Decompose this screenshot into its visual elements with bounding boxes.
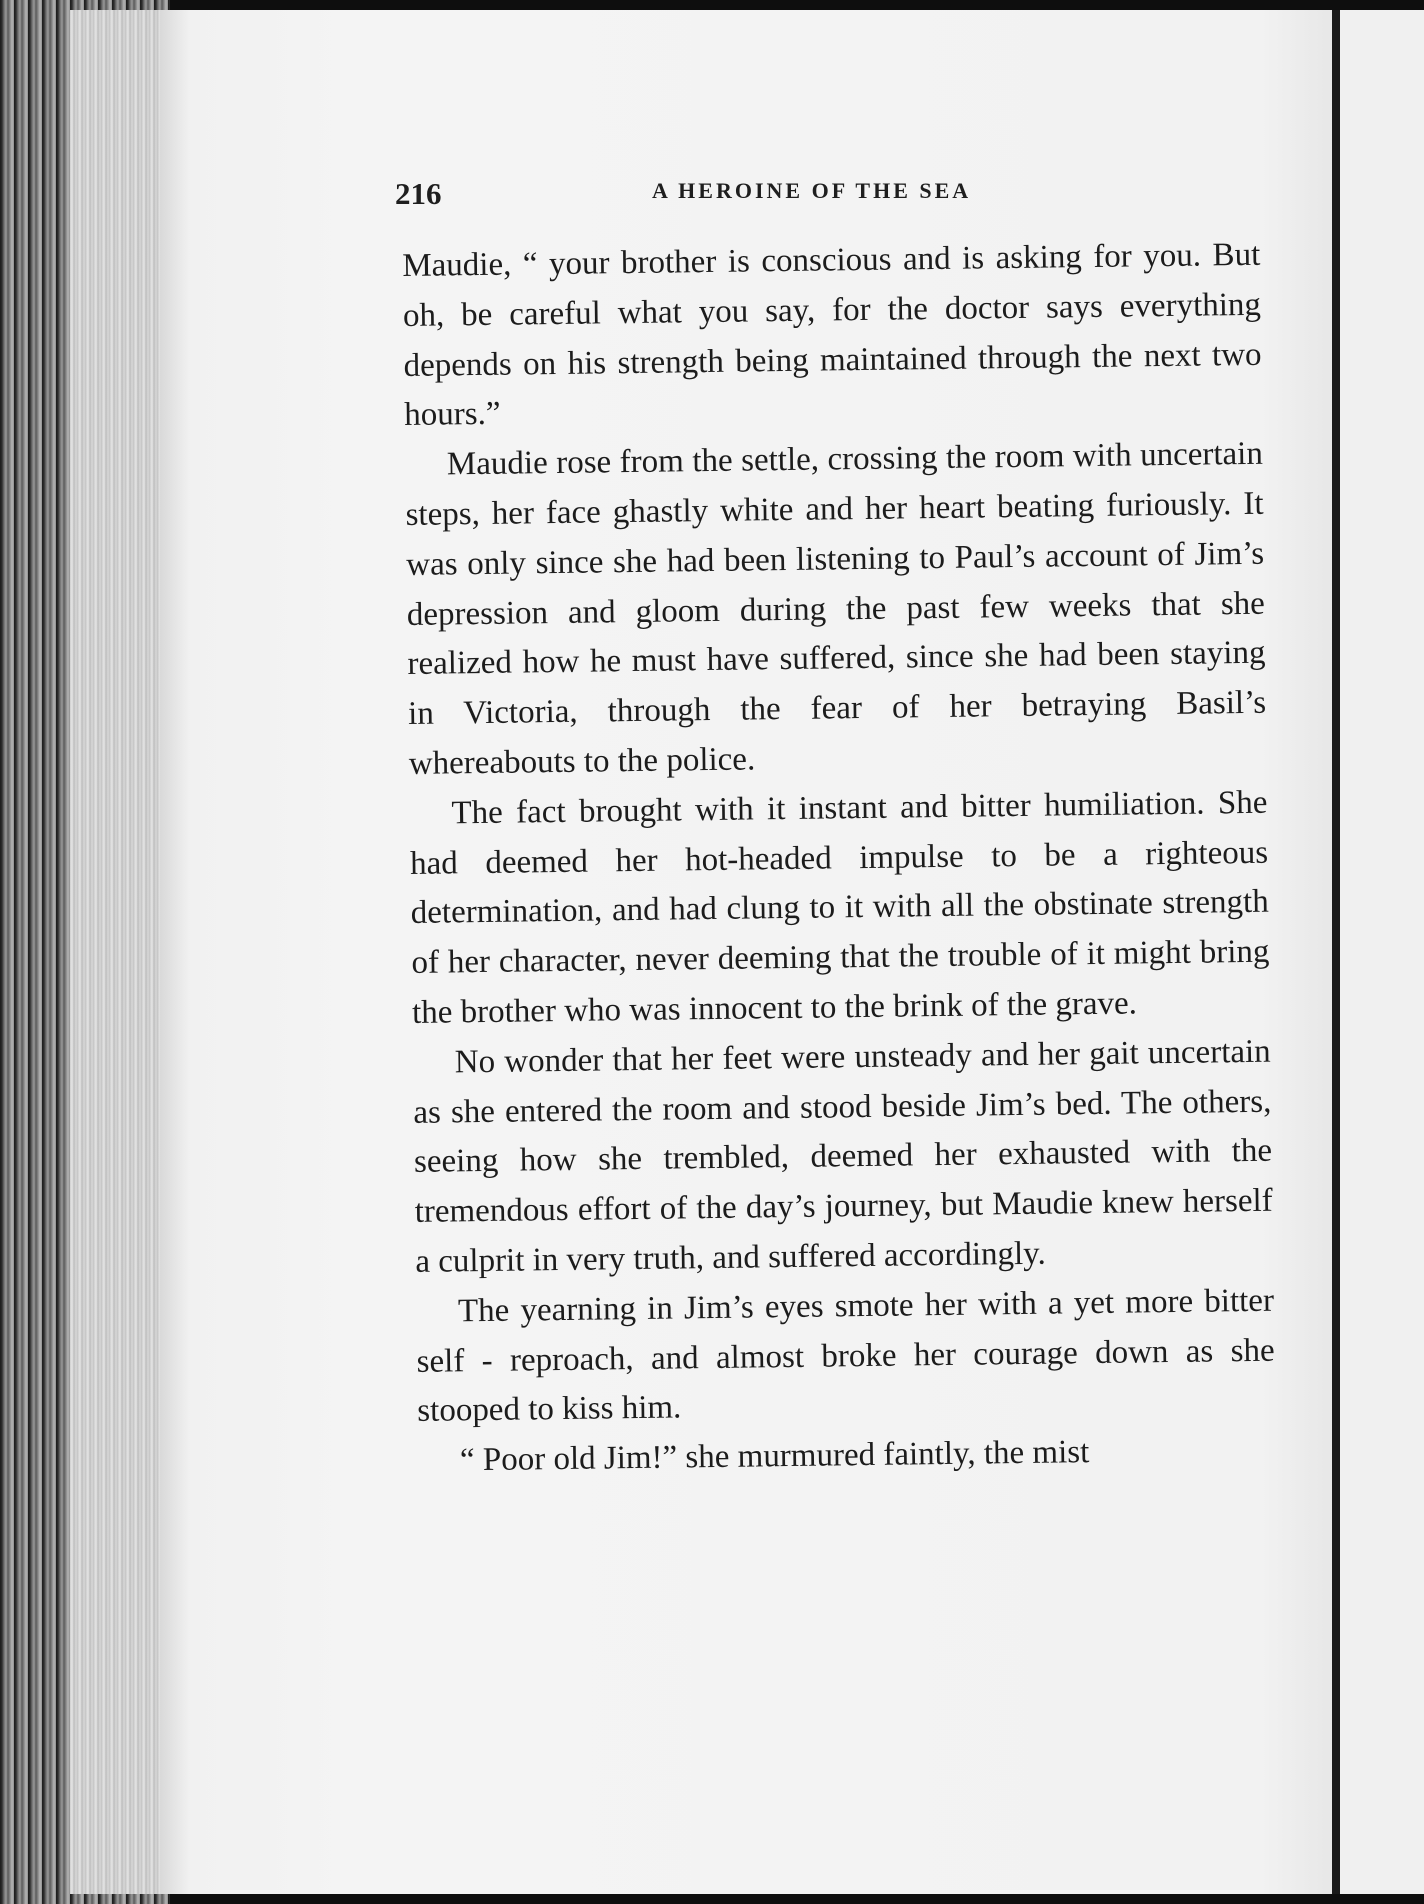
running-title: A HEROINE OF THE SEA (652, 178, 972, 203)
paragraph-3: The fact brought with it instant and bitter humiliation. She had deemed her hot-headed impulse to be a righteous determination, and had clung to it with all the obstinate strength of her character, never deeming that the trouble of it might bring the brother who was innocent to the brink of the grave. (409, 784, 1270, 1031)
paragraph-1: Maudie, “ your brother is conscious and is asking for you. But oh, be careful what you say, for the doctor says everything depends on his strength being maintained through the next two hours.” (402, 236, 1262, 434)
paragraph-5: The yearning in Jim’s eyes smote her with a yet more bitter self - reproach, and almost broke her courage down as she stooped to kiss him. (416, 1282, 1275, 1430)
page-header (395, 170, 1015, 210)
paragraph-4: No wonder that her feet were unsteady and her gait uncertain as she entered the room and stood beside Jim’s bed. The others, seeing how she trembled, deemed her exhausted with the tremendous effort of the day’s journey, but Maudie knew herself a culprit in very truth, and suffered accordingly. (413, 1033, 1273, 1280)
body-text (402, 231, 1276, 1487)
page-number: 216 (395, 176, 442, 211)
page-edges-inner (70, 10, 170, 1894)
book-page-edges (0, 0, 170, 1904)
paragraph-6: “ Poor old Jim!” she murmured faintly, the mist (459, 1434, 1090, 1479)
facing-page-edge (1340, 10, 1424, 1894)
paragraph-2: Maudie rose from the settle, crossing the room with uncertain steps, her face ghastly white and her heart beating furiously. It was only since she had been listening to Paul’s account of Jim’s depression and gloom during the past few weeks that she realized how he must have suffered, since she had been staying in Victoria, through the fear of her betraying Basil’s whereabouts to the police. (405, 435, 1267, 782)
